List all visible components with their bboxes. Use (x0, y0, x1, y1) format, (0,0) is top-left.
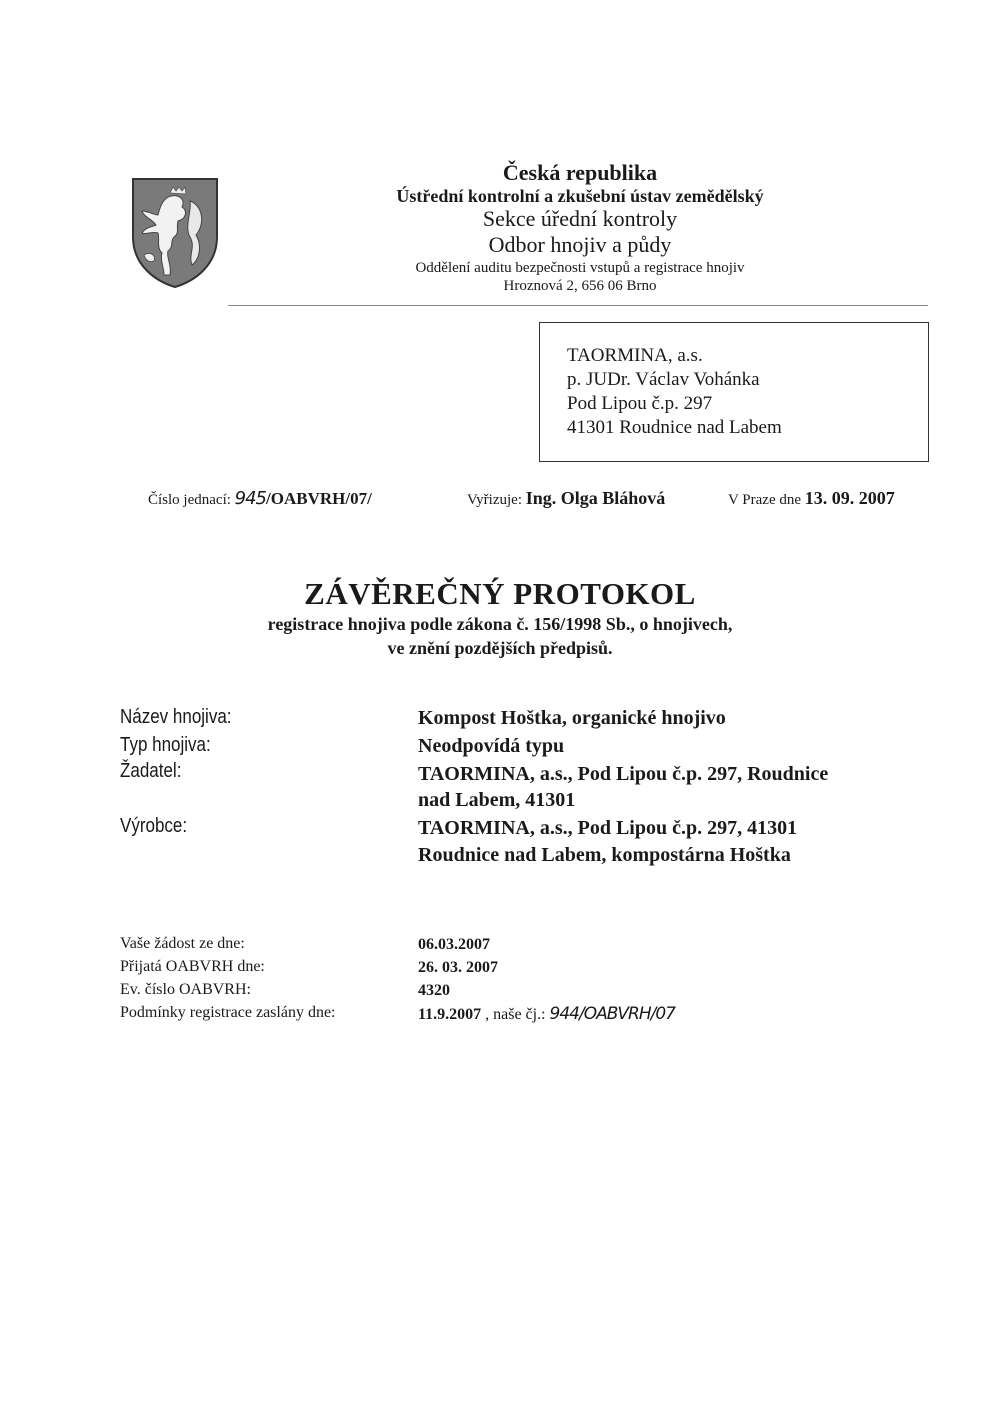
our-reference-handwritten: 944/OABVRH/07 (549, 1004, 675, 1024)
applicant-line2: nad Labem, 41301 (418, 789, 576, 811)
reference-number-suffix: /OABVRH/07/ (266, 489, 372, 508)
producer-line1: TAORMINA, a.s., Pod Lipou č.p. 297, 41301 (418, 817, 798, 839)
header-department: Odbor hnojiv a půdy (488, 232, 672, 257)
producer-label: Výrobce: (120, 815, 188, 837)
request-date-label: Vaše žádost ze dne: (120, 935, 245, 952)
place-date (728, 488, 895, 509)
received-date-label: Přijatá OABVRH dne: (120, 958, 265, 975)
document-subtitle-line2: ve znění pozdějších předpisů. (387, 638, 613, 658)
request-date: 06.03.2007 (418, 936, 490, 953)
reference-number-handwritten: 945 (234, 488, 267, 509)
reference-number-label: Číslo jednací: (148, 492, 231, 508)
conditions-row (418, 1004, 675, 1024)
recipient-address-box (539, 322, 929, 462)
recipient-line: 41301 Roudnice nad Labem (567, 417, 782, 438)
reference-number (148, 488, 372, 509)
fertilizer-type-label: Typ hnojiva: (120, 734, 211, 756)
header-institute: Ústřední kontrolní a zkušební ústav zemědělský (396, 186, 764, 206)
document-title: ZÁVĚREČNÝ PROTOKOL (304, 576, 696, 611)
ev-number-label: Ev. číslo OABVRH: (120, 981, 251, 998)
applicant-line1: TAORMINA, a.s., Pod Lipou č.p. 297, Roudnice (418, 763, 829, 785)
fertilizer-type: Neodpovídá typu (418, 735, 565, 757)
header-country: Česká republika (502, 160, 658, 185)
recipient-line: Pod Lipou č.p. 297 (567, 393, 713, 414)
conditions-date-label: Podmínky registrace zaslány dne: (120, 1004, 336, 1021)
header-unit: Oddělení auditu bezpečnosti vstupů a registrace hnojiv (415, 260, 745, 276)
recipient-line: TAORMINA, a.s. (567, 345, 703, 366)
fertilizer-name: Kompost Hoštka, organické hnojivo (418, 707, 726, 729)
header-section: Sekce úřední kontroly (482, 206, 678, 231)
header-divider (228, 305, 928, 306)
received-date: 26. 03. 2007 (418, 959, 498, 976)
handled-by (467, 488, 665, 509)
applicant-label: Žadatel: (120, 760, 182, 782)
czech-coat-of-arms-icon (130, 175, 220, 290)
header-address: Hroznová 2, 656 06 Brno (503, 278, 657, 294)
recipient-line: p. JUDr. Václav Vohánka (567, 369, 760, 390)
document-subtitle-line1: registrace hnojiva podle zákona č. 156/1998 Sb., o hnojivech, (267, 614, 733, 634)
document-date: 13. 09. 2007 (804, 488, 895, 508)
ev-number: 4320 (418, 982, 450, 999)
fertilizer-name-label: Název hnojiva: (120, 706, 232, 728)
producer-line2: Roudnice nad Labem, kompostárna Hoštka (418, 844, 791, 866)
handled-by-name: Ing. Olga Bláhová (525, 488, 666, 508)
conditions-date: 11.9.2007 (418, 1006, 482, 1023)
our-reference-label: , naše čj.: (485, 1006, 546, 1023)
handled-by-label: Vyřizuje: (467, 492, 522, 508)
place-label: V Praze dne (728, 492, 802, 508)
